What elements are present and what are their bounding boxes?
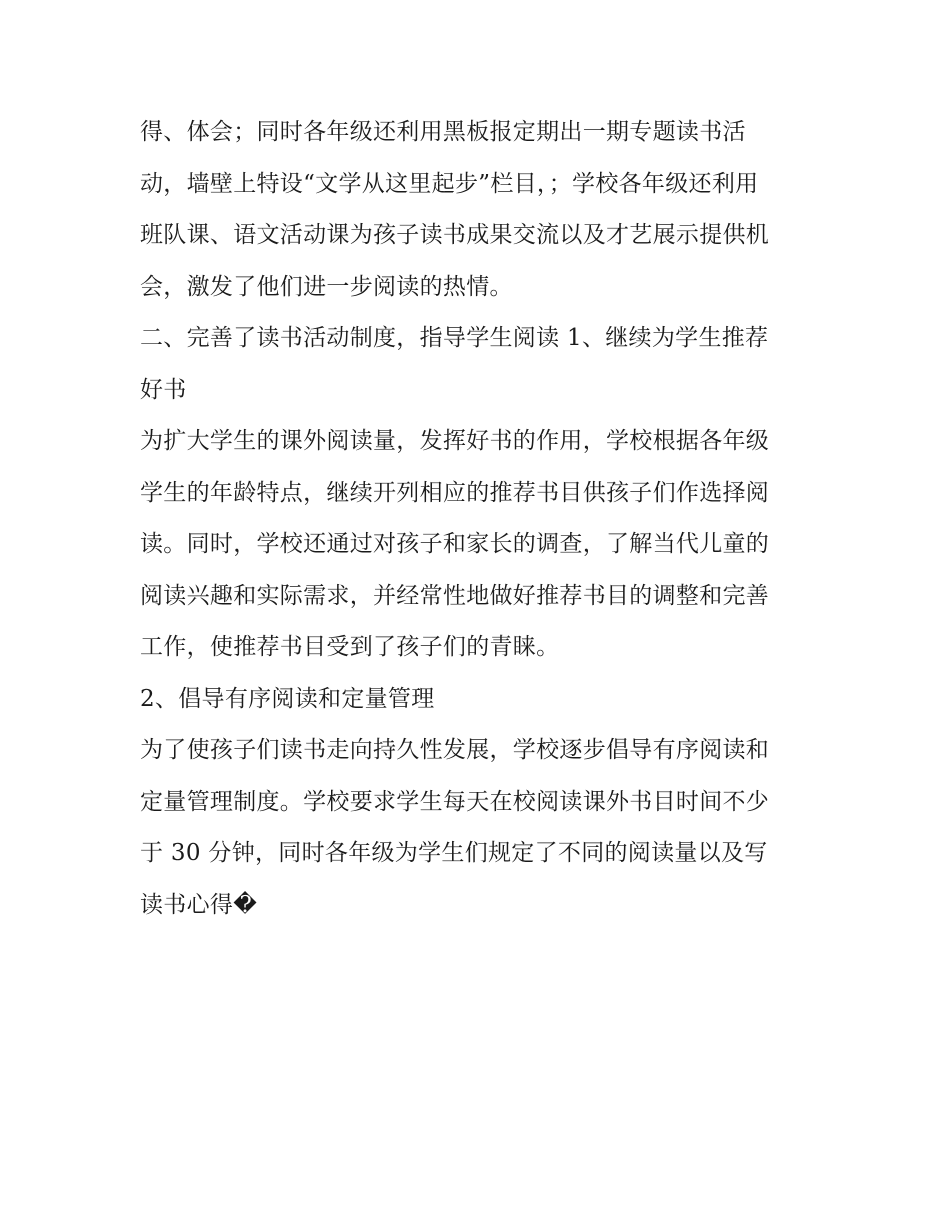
paragraph-line: 为扩大学生的课外阅读量，发挥好书的作用，学校根据各年级 (140, 428, 770, 454)
paragraph-line: 为了使孩子们读书走向持久性发展，学校逐步倡导有序阅读和 (140, 737, 770, 763)
document-body (140, 107, 830, 931)
paragraph-line: 定量管理制度。学校要求学生每天在校阅读课外书目时间不少 (140, 788, 770, 815)
paragraph-line: 阅读兴趣和实际需求，并经常性地做好推荐书目的调整和完善 (140, 582, 770, 609)
paragraph-line: 会，激发了他们进一步阅读的热情。 (140, 273, 513, 300)
subheading-line: 2、倡导有序阅读和定量管理 (140, 685, 435, 712)
paragraph-line: 得、体会；同时各年级还利用黑板报定期出一期专题读书活 (140, 119, 746, 145)
paragraph-line: 班队课、语文活动课为孩子读书成果交流以及才艺展示提供机 (140, 222, 770, 248)
paragraph-line: 于 30 分钟，同时各年级为学生们规定了不同的阅读量以及写 (140, 840, 768, 866)
paragraph-line: 读书心得� (140, 891, 258, 918)
section-heading-line: 好书 (140, 376, 187, 403)
section-heading-line: 二、完善了读书活动制度，指导学生阅读 1、继续为学生推荐 (140, 325, 769, 351)
paragraph-line: 读。同时，学校还通过对孩子和家长的调查，了解当代儿童的 (140, 531, 770, 557)
paragraph-line: 工作，使推荐书目受到了孩子们的青睐。 (140, 634, 560, 660)
paragraph-line: 学生的年龄特点，继续开列相应的推荐书目供孩子们作选择阅 (140, 479, 770, 506)
paragraph-line: 动，墙壁上特设“文学从这里起步”栏目，；学校各年级还利用 (140, 170, 759, 197)
